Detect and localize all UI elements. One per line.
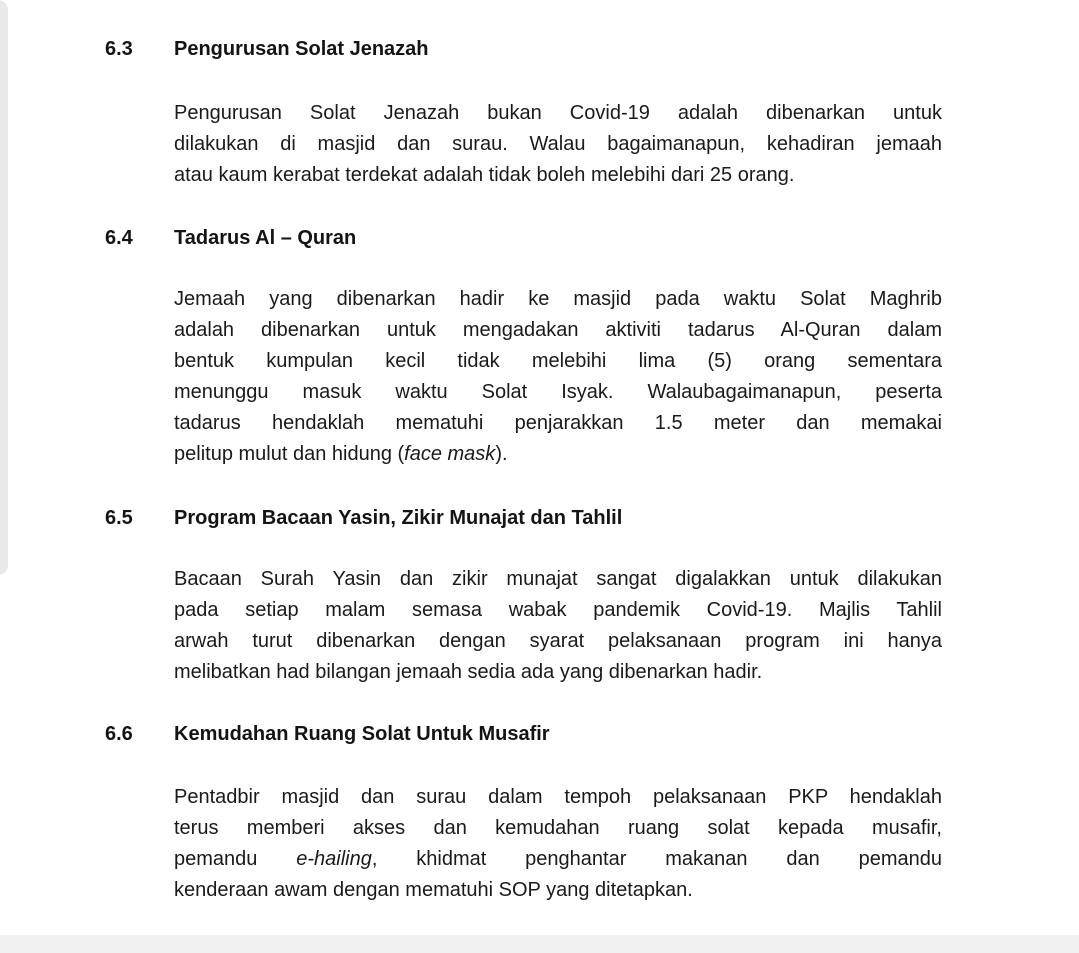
body-line: atau kaum kerabat terdekat adalah tidak boleh melebihi dari 25 orang. bbox=[174, 164, 795, 186]
section-title: Pengurusan Solat Jenazah bbox=[174, 38, 429, 60]
italic-term: e-hailing bbox=[296, 848, 372, 870]
text-run: ). bbox=[495, 443, 508, 465]
section-title: Tadarus Al – Quran bbox=[174, 227, 357, 249]
section-body bbox=[174, 284, 942, 470]
body-line: bentuk kumpulan kecil tidak melebihi lima (5) orang sementara bbox=[174, 350, 942, 372]
body-line: Pengurusan Solat Jenazah bukan Covid-19 adalah dibenarkan untuk bbox=[174, 102, 942, 124]
section-body bbox=[174, 782, 942, 906]
body-line: Pentadbir masjid dan surau dalam tempoh pelaksanaan PKP hendaklah bbox=[174, 786, 942, 808]
body-line: Bacaan Surah Yasin dan zikir munajat sangat digalakkan untuk dilakukan bbox=[174, 568, 942, 590]
section-body bbox=[174, 98, 942, 191]
section-number: 6.6 bbox=[105, 723, 133, 745]
body-line: pada setiap malam semasa wabak pandemik Covid-19. Majlis Tahlil bbox=[174, 599, 942, 621]
body-line: Jemaah yang dibenarkan hadir ke masjid pada waktu Solat Maghrib bbox=[174, 288, 942, 310]
body-line: kenderaan awam dengan mematuhi SOP yang ditetapkan. bbox=[174, 879, 693, 901]
text-run: pemandu bbox=[174, 848, 297, 870]
section-number: 6.4 bbox=[105, 227, 133, 249]
section-title: Program Bacaan Yasin, Zikir Munajat dan Tahlil bbox=[174, 507, 623, 529]
text-run: pelitup mulut dan hidung ( bbox=[174, 443, 405, 465]
body-line: tadarus hendaklah mematuhi penjarakkan 1.5 meter dan memakai bbox=[174, 412, 942, 434]
italic-term: face mask bbox=[404, 443, 496, 465]
page-edge-shadow bbox=[0, 0, 8, 575]
viewer-bottom-strip bbox=[0, 935, 1079, 953]
body-line: menunggu masuk waktu Solat Isyak. Walaubagaimanapun, peserta bbox=[174, 381, 942, 403]
body-line: dilakukan di masjid dan surau. Walau bagaimanapun, kehadiran jemaah bbox=[174, 133, 942, 155]
body-line: melibatkan had bilangan jemaah sedia ada yang dibenarkan hadir. bbox=[174, 661, 763, 683]
section-body bbox=[174, 564, 942, 688]
section-title: Kemudahan Ruang Solat Untuk Musafir bbox=[174, 723, 550, 745]
section-number: 6.3 bbox=[105, 38, 133, 60]
body-line bbox=[174, 844, 942, 875]
text-run: , khidmat penghantar makanan dan pemandu bbox=[371, 848, 942, 870]
body-line: arwah turut dibenarkan dengan syarat pelaksanaan program ini hanya bbox=[174, 630, 942, 652]
body-line: terus memberi akses dan kemudahan ruang solat kepada musafir, bbox=[174, 817, 942, 839]
body-line bbox=[174, 439, 942, 470]
body-line: adalah dibenarkan untuk mengadakan aktiviti tadarus Al-Quran dalam bbox=[174, 319, 942, 341]
section-number: 6.5 bbox=[105, 507, 133, 529]
